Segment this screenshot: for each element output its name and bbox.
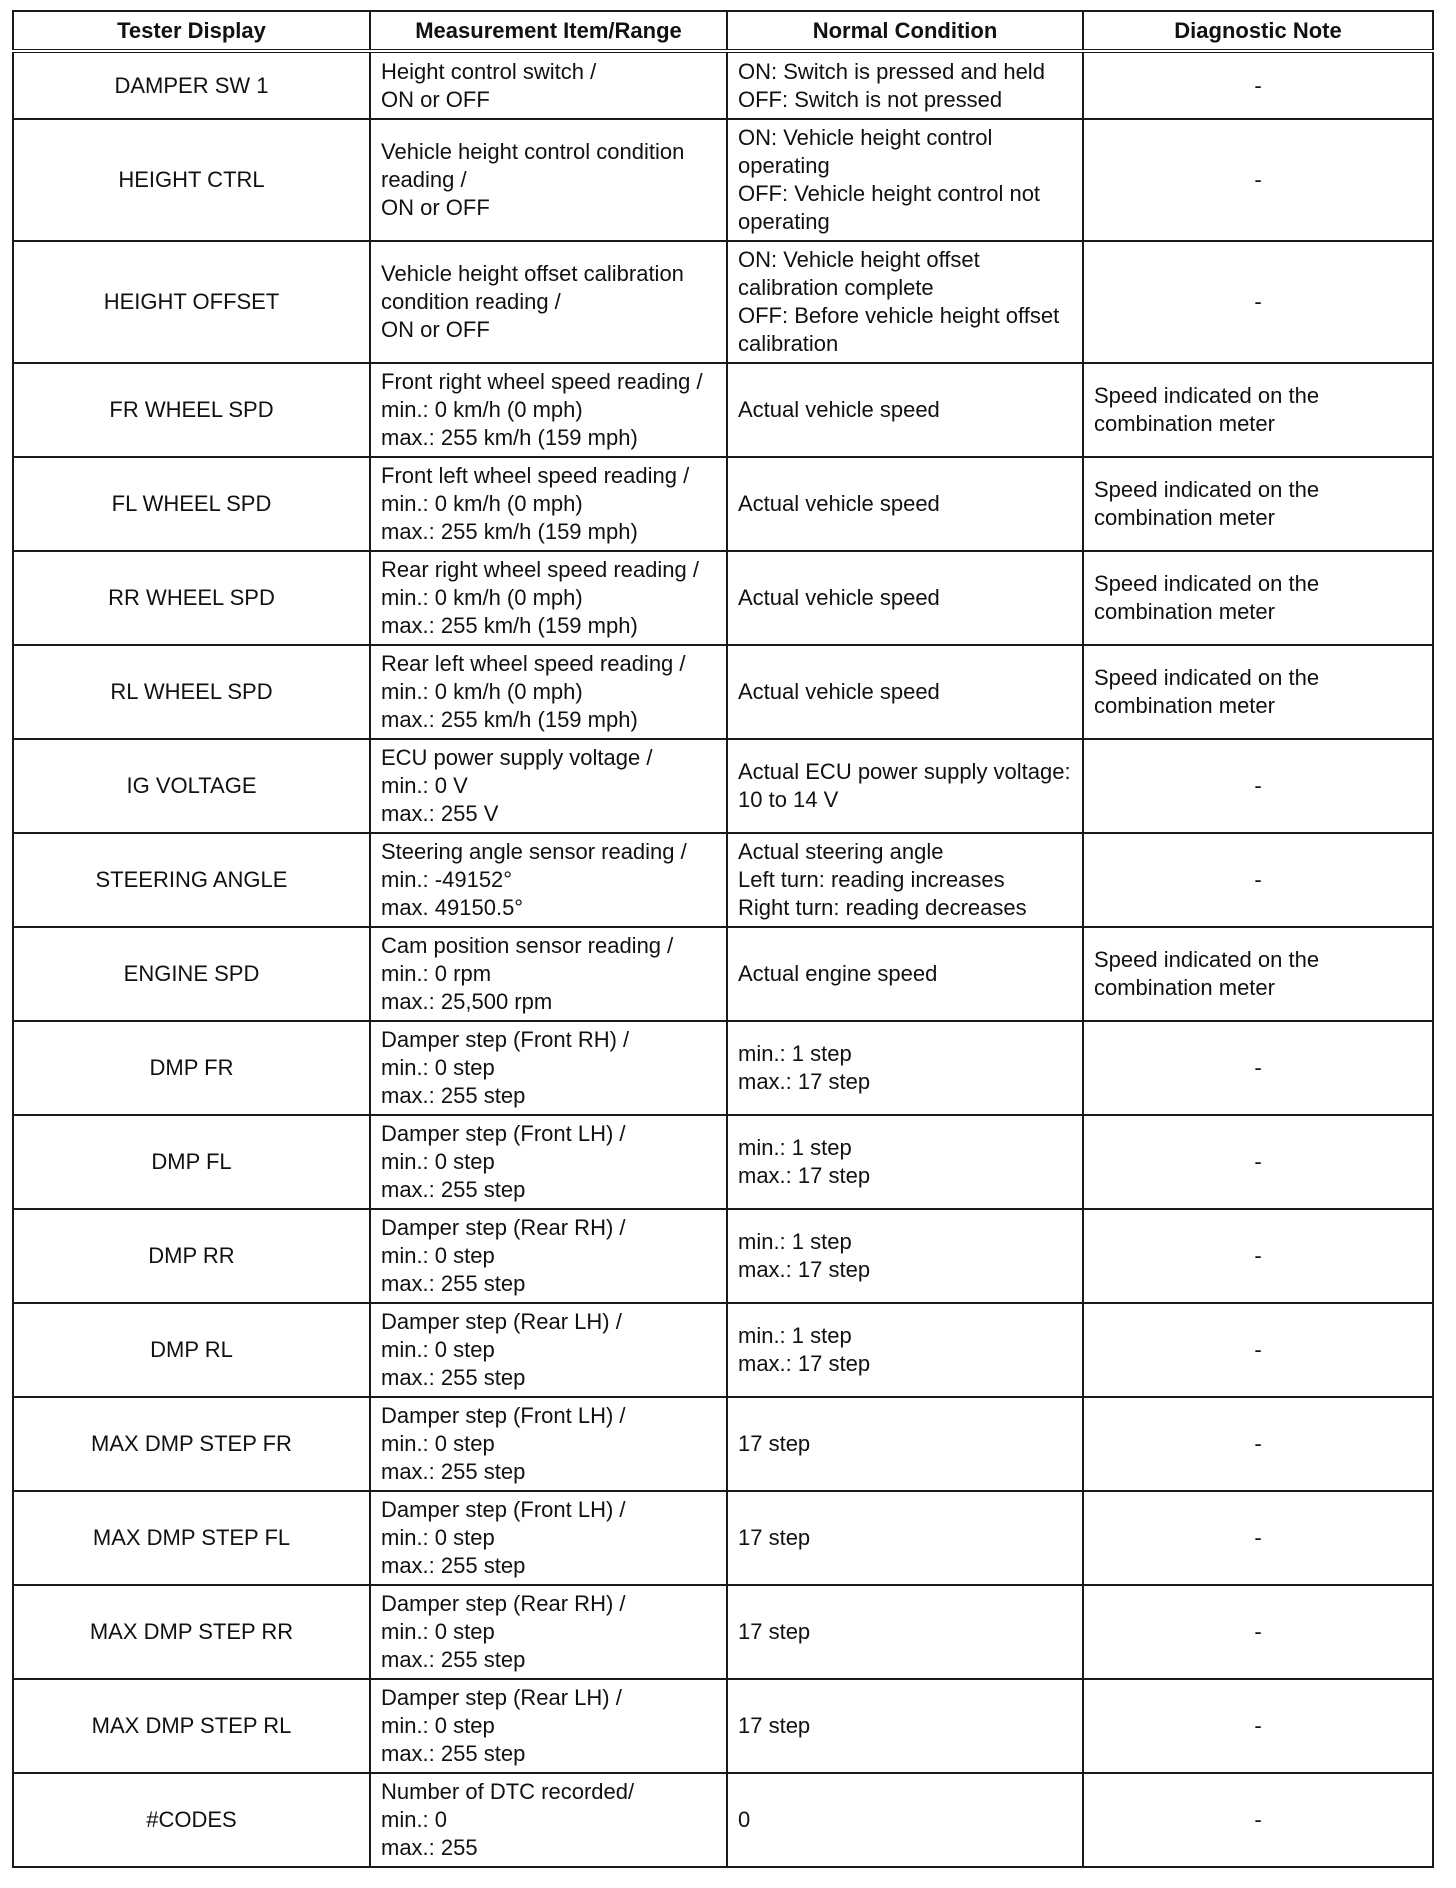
cell-diagnostic-note: - [1083,1115,1433,1209]
header-tester-display: Tester Display [13,11,370,51]
cell-tester-display: DAMPER SW 1 [13,51,370,119]
cell-measurement-range: Steering angle sensor reading / min.: -49152° max. 49150.5° [370,833,727,927]
table-row [13,1773,1433,1867]
cell-diagnostic-note: - [1083,739,1433,833]
cell-diagnostic-note: - [1083,1585,1433,1679]
cell-tester-display: MAX DMP STEP FL [13,1491,370,1585]
cell-tester-display: DMP RL [13,1303,370,1397]
cell-diagnostic-note: - [1083,833,1433,927]
data-list-table [12,10,1434,1868]
cell-normal-condition: 17 step [727,1679,1083,1773]
cell-normal-condition: Actual engine speed [727,927,1083,1021]
table-row [13,833,1433,927]
cell-measurement-range: Damper step (Rear RH) / min.: 0 step max.: 255 step [370,1585,727,1679]
cell-normal-condition: ON: Switch is pressed and held OFF: Switch is not pressed [727,51,1083,119]
cell-tester-display: DMP RR [13,1209,370,1303]
cell-normal-condition: 17 step [727,1397,1083,1491]
table-row [13,1397,1433,1491]
cell-measurement-range: Front left wheel speed reading / min.: 0 km/h (0 mph) max.: 255 km/h (159 mph) [370,457,727,551]
cell-tester-display: STEERING ANGLE [13,833,370,927]
table-body [13,51,1433,1867]
cell-tester-display: MAX DMP STEP RR [13,1585,370,1679]
cell-measurement-range: ECU power supply voltage / min.: 0 V max.: 255 V [370,739,727,833]
cell-tester-display: ENGINE SPD [13,927,370,1021]
cell-tester-display: FL WHEEL SPD [13,457,370,551]
table-row [13,1303,1433,1397]
cell-normal-condition: Actual vehicle speed [727,645,1083,739]
header-measurement-item-range: Measurement Item/Range [370,11,727,51]
cell-normal-condition: 17 step [727,1491,1083,1585]
cell-normal-condition: Actual vehicle speed [727,363,1083,457]
cell-measurement-range: Damper step (Rear LH) / min.: 0 step max.: 255 step [370,1303,727,1397]
cell-diagnostic-note: Speed indicated on the combination meter [1083,551,1433,645]
cell-diagnostic-note: - [1083,1303,1433,1397]
cell-tester-display: DMP FR [13,1021,370,1115]
cell-normal-condition: Actual ECU power supply voltage: 10 to 14 V [727,739,1083,833]
table-row [13,1491,1433,1585]
cell-tester-display: FR WHEEL SPD [13,363,370,457]
cell-normal-condition: min.: 1 step max.: 17 step [727,1021,1083,1115]
cell-normal-condition: 17 step [727,1585,1083,1679]
header-normal-condition: Normal Condition [727,11,1083,51]
cell-measurement-range: Damper step (Front LH) / min.: 0 step max.: 255 step [370,1115,727,1209]
cell-measurement-range: Height control switch / ON or OFF [370,51,727,119]
cell-tester-display: DMP FL [13,1115,370,1209]
cell-diagnostic-note: - [1083,1773,1433,1867]
cell-tester-display: IG VOLTAGE [13,739,370,833]
table-row [13,551,1433,645]
cell-measurement-range: Vehicle height offset calibration condition reading / ON or OFF [370,241,727,363]
cell-diagnostic-note: Speed indicated on the combination meter [1083,645,1433,739]
table-row [13,1115,1433,1209]
cell-diagnostic-note: - [1083,241,1433,363]
cell-normal-condition: ON: Vehicle height offset calibration complete OFF: Before vehicle height offset calibration [727,241,1083,363]
table-row [13,927,1433,1021]
cell-diagnostic-note: - [1083,1209,1433,1303]
cell-diagnostic-note: - [1083,1679,1433,1773]
cell-normal-condition: min.: 1 step max.: 17 step [727,1115,1083,1209]
table-row [13,1585,1433,1679]
cell-normal-condition: 0 [727,1773,1083,1867]
cell-normal-condition: Actual vehicle speed [727,457,1083,551]
cell-diagnostic-note: - [1083,119,1433,241]
cell-measurement-range: Damper step (Rear RH) / min.: 0 step max.: 255 step [370,1209,727,1303]
table-row [13,645,1433,739]
cell-normal-condition: Actual vehicle speed [727,551,1083,645]
cell-normal-condition: min.: 1 step max.: 17 step [727,1209,1083,1303]
table-row [13,457,1433,551]
cell-tester-display: HEIGHT CTRL [13,119,370,241]
cell-diagnostic-note: - [1083,1397,1433,1491]
cell-normal-condition: ON: Vehicle height control operating OFF: Vehicle height control not operating [727,119,1083,241]
cell-measurement-range: Front right wheel speed reading / min.: 0 km/h (0 mph) max.: 255 km/h (159 mph) [370,363,727,457]
table-row [13,119,1433,241]
cell-tester-display: RL WHEEL SPD [13,645,370,739]
table-header-row [13,11,1433,51]
header-diagnostic-note: Diagnostic Note [1083,11,1433,51]
cell-tester-display: MAX DMP STEP FR [13,1397,370,1491]
cell-tester-display: HEIGHT OFFSET [13,241,370,363]
cell-tester-display: #CODES [13,1773,370,1867]
cell-measurement-range: Vehicle height control condition reading / ON or OFF [370,119,727,241]
cell-tester-display: MAX DMP STEP RL [13,1679,370,1773]
cell-measurement-range: Damper step (Rear LH) / min.: 0 step max.: 255 step [370,1679,727,1773]
cell-tester-display: RR WHEEL SPD [13,551,370,645]
cell-diagnostic-note: Speed indicated on the combination meter [1083,363,1433,457]
cell-measurement-range: Damper step (Front RH) / min.: 0 step max.: 255 step [370,1021,727,1115]
cell-measurement-range: Rear right wheel speed reading / min.: 0 km/h (0 mph) max.: 255 km/h (159 mph) [370,551,727,645]
table-row [13,241,1433,363]
cell-measurement-range: Damper step (Front LH) / min.: 0 step max.: 255 step [370,1491,727,1585]
table-row [13,1209,1433,1303]
cell-normal-condition: Actual steering angle Left turn: reading increases Right turn: reading decreases [727,833,1083,927]
cell-diagnostic-note: Speed indicated on the combination meter [1083,927,1433,1021]
cell-diagnostic-note: - [1083,1491,1433,1585]
cell-diagnostic-note: Speed indicated on the combination meter [1083,457,1433,551]
cell-measurement-range: Damper step (Front LH) / min.: 0 step max.: 255 step [370,1397,727,1491]
table-row [13,51,1433,119]
cell-measurement-range: Rear left wheel speed reading / min.: 0 km/h (0 mph) max.: 255 km/h (159 mph) [370,645,727,739]
table-row [13,1021,1433,1115]
cell-measurement-range: Number of DTC recorded/ min.: 0 max.: 255 [370,1773,727,1867]
cell-diagnostic-note: - [1083,1021,1433,1115]
cell-normal-condition: min.: 1 step max.: 17 step [727,1303,1083,1397]
table-row [13,739,1433,833]
cell-measurement-range: Cam position sensor reading / min.: 0 rpm max.: 25,500 rpm [370,927,727,1021]
table-row [13,363,1433,457]
table-row [13,1679,1433,1773]
cell-diagnostic-note: - [1083,51,1433,119]
